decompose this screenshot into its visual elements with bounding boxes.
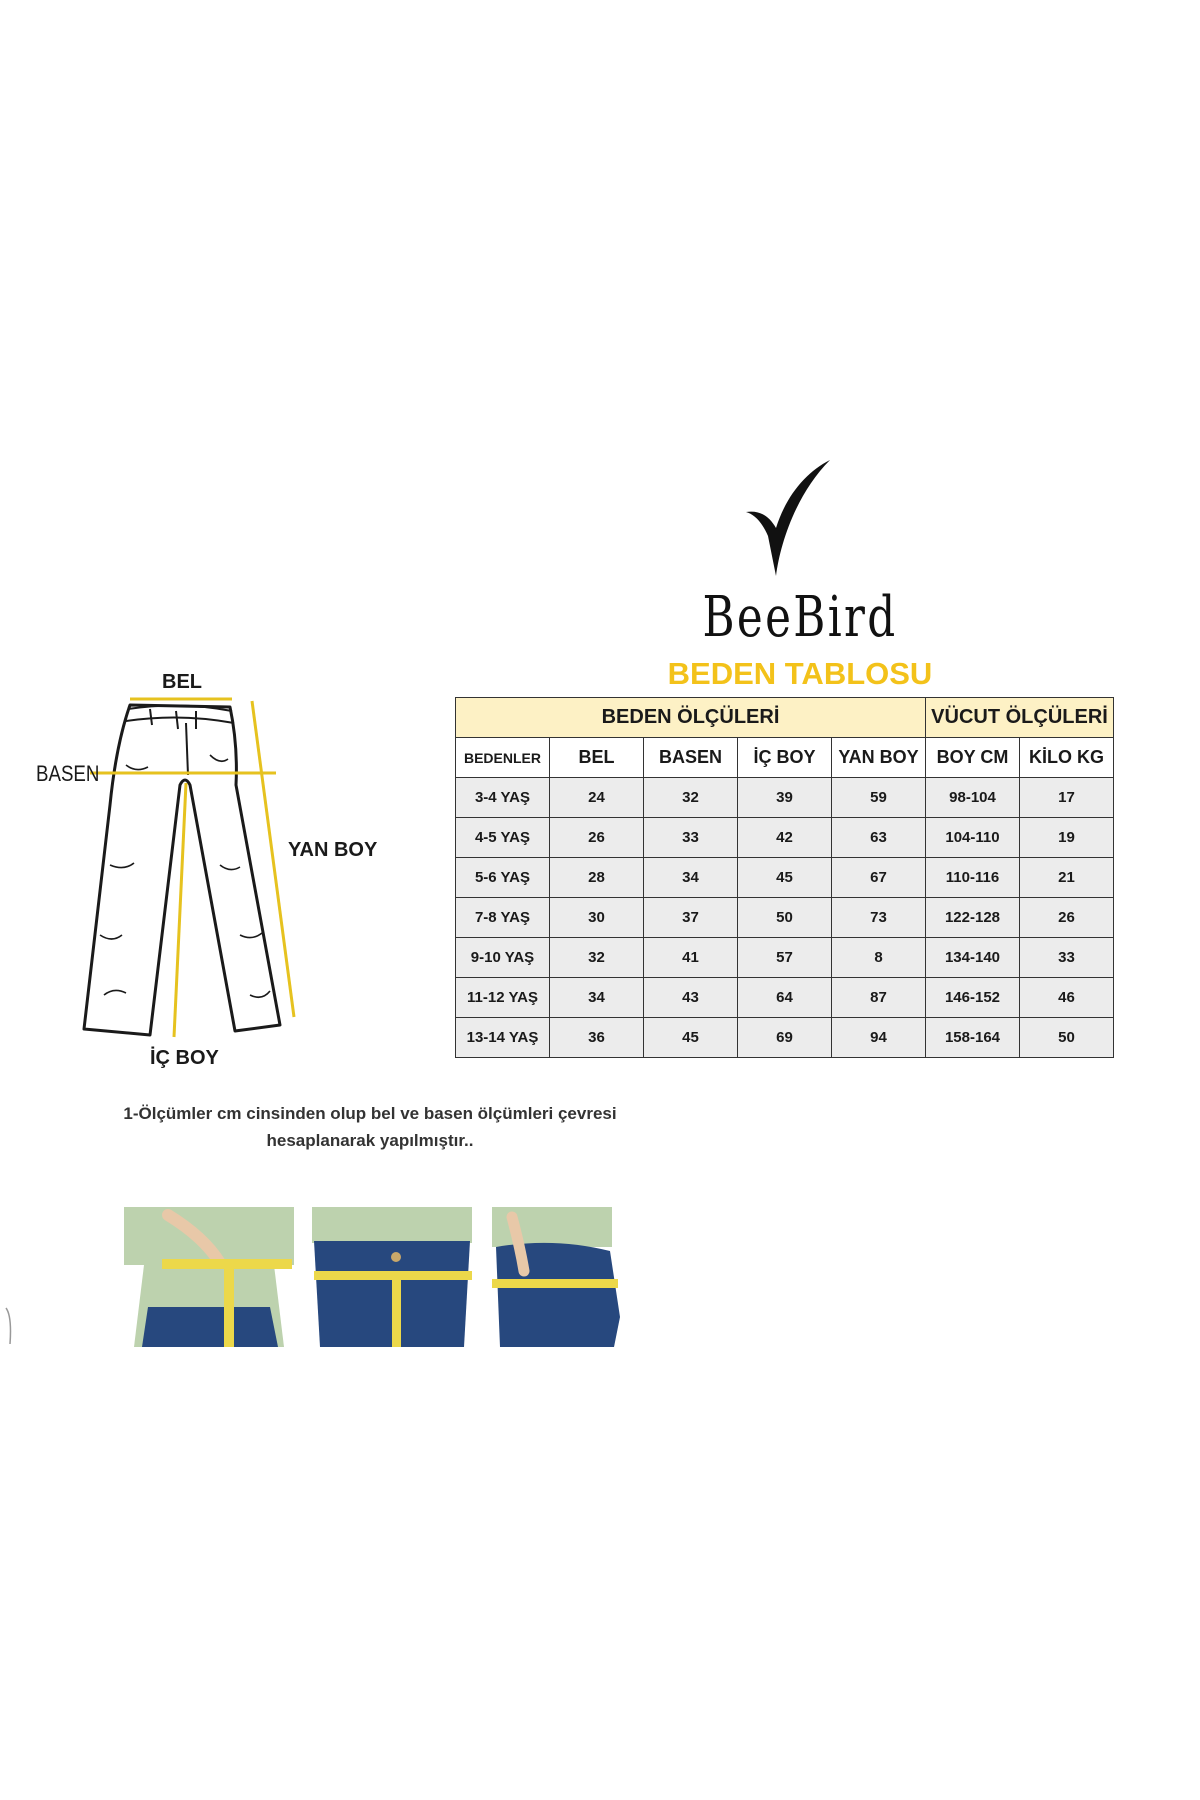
table-cell: 39 xyxy=(738,778,832,818)
table-cell: 73 xyxy=(832,898,926,938)
table-cell: 110-116 xyxy=(926,858,1020,898)
table-row xyxy=(456,898,1114,938)
table-cell: 36 xyxy=(550,1018,644,1058)
measurement-note: 1-Ölçümler cm cinsinden olup bel ve basen ölçümleri çevresi hesaplanarak yapılmıştır.. xyxy=(123,1104,617,1150)
table-cell: 64 xyxy=(738,978,832,1018)
table-cell: 42 xyxy=(738,818,832,858)
table-cell: 50 xyxy=(738,898,832,938)
column-header-6: KİLO KG xyxy=(1020,738,1114,778)
table-row xyxy=(456,818,1114,858)
hip-measurement-icon xyxy=(312,1207,472,1347)
table-cell: 21 xyxy=(1020,858,1114,898)
bird-logo-icon xyxy=(724,458,844,578)
label-basen: BASEN xyxy=(36,761,100,786)
table-cell: 50 xyxy=(1020,1018,1114,1058)
table-cell: 24 xyxy=(550,778,644,818)
column-header-3: İÇ BOY xyxy=(738,738,832,778)
table-cell: 46 xyxy=(1020,978,1114,1018)
table-cell: 45 xyxy=(644,1018,738,1058)
table-row xyxy=(456,1018,1114,1058)
table-row xyxy=(456,778,1114,818)
table-cell: 34 xyxy=(644,858,738,898)
table-body xyxy=(456,778,1114,1058)
table-cell: 57 xyxy=(738,938,832,978)
table-cell: 4-5 YAŞ xyxy=(456,818,550,858)
label-bel: BEL xyxy=(162,671,202,693)
table-column-header xyxy=(456,738,1114,778)
table-cell: 158-164 xyxy=(926,1018,1020,1058)
table-row xyxy=(456,858,1114,898)
table-cell: 26 xyxy=(1020,898,1114,938)
group-header-0: BEDEN ÖLÇÜLERİ xyxy=(456,698,926,738)
table-cell: 33 xyxy=(644,818,738,858)
table-cell: 146-152 xyxy=(926,978,1020,1018)
table-cell: 43 xyxy=(644,978,738,1018)
table-cell: 32 xyxy=(644,778,738,818)
table-cell: 98-104 xyxy=(926,778,1020,818)
column-header-5: BOY CM xyxy=(926,738,1020,778)
table-cell: 134-140 xyxy=(926,938,1020,978)
table-cell: 87 xyxy=(832,978,926,1018)
table-cell: 8 xyxy=(832,938,926,978)
table-row xyxy=(456,978,1114,1018)
table-cell: 19 xyxy=(1020,818,1114,858)
column-header-1: BEL xyxy=(550,738,644,778)
table-cell: 104-110 xyxy=(926,818,1020,858)
column-header-4: YAN BOY xyxy=(832,738,926,778)
edge-mark xyxy=(4,1306,12,1346)
table-row xyxy=(456,938,1114,978)
measurement-photos xyxy=(124,1207,634,1347)
table-title: BEDEN TABLOSU xyxy=(667,656,933,691)
table-cell: 28 xyxy=(550,858,644,898)
table-cell: 30 xyxy=(550,898,644,938)
label-ic-boy: İÇ BOY xyxy=(150,1047,219,1069)
label-yan-boy: YAN BOY xyxy=(288,839,378,861)
table-group-header xyxy=(456,698,1114,738)
table-cell: 11-12 YAŞ xyxy=(456,978,550,1018)
table-cell: 67 xyxy=(832,858,926,898)
table-cell: 9-10 YAŞ xyxy=(456,938,550,978)
column-header-2: BASEN xyxy=(644,738,738,778)
table-cell: 5-6 YAŞ xyxy=(456,858,550,898)
group-header-1: VÜCUT ÖLÇÜLERİ xyxy=(926,698,1114,738)
table-cell: 13-14 YAŞ xyxy=(456,1018,550,1058)
brand-name: BeeBird xyxy=(702,585,898,650)
pants-outline-icon xyxy=(30,665,430,1085)
table-cell: 63 xyxy=(832,818,926,858)
table-cell: 17 xyxy=(1020,778,1114,818)
table-cell: 26 xyxy=(550,818,644,858)
table-cell: 41 xyxy=(644,938,738,978)
table-cell: 37 xyxy=(644,898,738,938)
table-cell: 7-8 YAŞ xyxy=(456,898,550,938)
table-cell: 122-128 xyxy=(926,898,1020,938)
table-cell: 94 xyxy=(832,1018,926,1058)
table-cell: 34 xyxy=(550,978,644,1018)
table-cell: 45 xyxy=(738,858,832,898)
table-cell: 59 xyxy=(832,778,926,818)
column-header-0: BEDENLER xyxy=(456,738,550,778)
side-hip-measurement-icon xyxy=(492,1207,620,1347)
table-cell: 69 xyxy=(738,1018,832,1058)
size-table xyxy=(455,697,1114,1058)
waist-measurement-icon xyxy=(124,1207,294,1347)
table-cell: 3-4 YAŞ xyxy=(456,778,550,818)
table-cell: 33 xyxy=(1020,938,1114,978)
table-cell: 32 xyxy=(550,938,644,978)
